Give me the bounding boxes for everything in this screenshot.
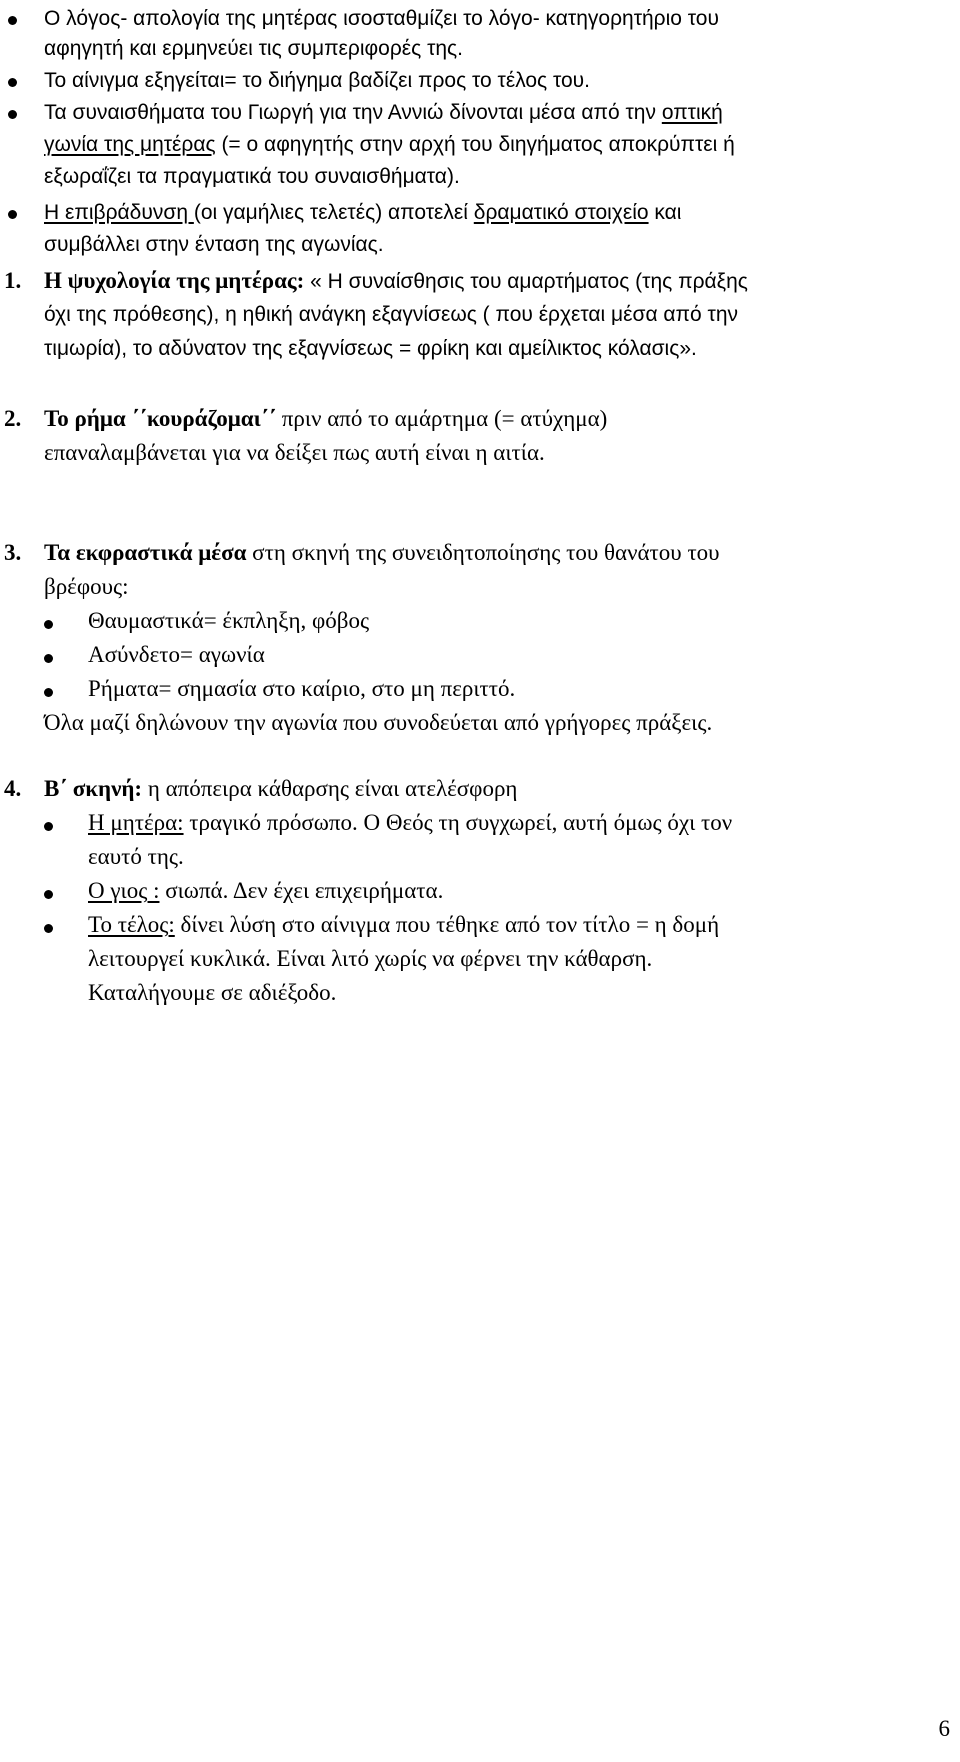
text: Τα συναισθήματα του Γιωργή για την Αννιώ δίνονται μέσα από την — [44, 101, 662, 124]
intro-bullet-1-line-2: αφηγητή και ερμηνεύει τις συμπεριφορές της. — [44, 37, 464, 60]
underlined-text: οπτική — [661, 101, 723, 124]
section-1-line-1 — [44, 264, 748, 298]
section-3-summary: Όλα μαζί δηλώνουν την αγωνία που συνοδεύεται από γρήγορες πράξεις. — [44, 710, 713, 735]
bullet-dot — [8, 210, 17, 219]
section-4-line-1 — [44, 772, 517, 805]
intro-bullet-4-line-2: συμβάλλει στην ένταση της αγωνίας. — [44, 233, 384, 256]
underlined-text: Η μητέρα: — [88, 810, 184, 835]
section-3-line-1 — [44, 536, 720, 569]
intro-bullet-3-line-2 — [44, 128, 735, 161]
bullet-dot — [8, 16, 17, 25]
intro-bullet-1-line-1: Ο λόγος- απολογία της μητέρας ισοσταθμίζει το λόγο- κατηγορητήριο του — [44, 7, 719, 30]
bullet-dot — [44, 822, 53, 831]
section-4-bullet-3-line-1 — [88, 908, 719, 941]
text: δίνει λύση στο αίνιγμα που τέθηκε από τον τίτλο = η δομή — [174, 912, 720, 937]
section-4-bullet-3-line-3: Καταλήγουμε σε αδιέξοδο. — [88, 980, 337, 1005]
underlined-text: Ο γιος : — [88, 878, 160, 903]
bullet-dot — [8, 78, 17, 87]
text: και — [648, 201, 682, 224]
underlined-text: δραματικό στοιχείο — [473, 201, 649, 224]
section-1-line-2: όχι της πρόθεσης), η ηθική ανάγκη εξαγνίσεως ( που έρχεται μέσα από την — [44, 303, 739, 326]
section-3-bullet-1: Θαυμαστικά= έκπληξη, φόβος — [88, 608, 370, 633]
underlined-text: Το τέλος: — [88, 912, 175, 937]
bullet-dot — [44, 620, 53, 629]
bullet-dot — [44, 890, 53, 899]
intro-bullet-4-line-1 — [44, 196, 681, 229]
bullet-dot — [44, 654, 53, 663]
section-1-number: 1. — [4, 268, 22, 293]
section-4-bullet-1-line-1 — [88, 806, 732, 839]
section-3-heading: Τα εκφραστικά μέσα — [44, 540, 247, 565]
bullet-dot — [8, 110, 17, 119]
underlined-text: Η επιβράδυνση — [44, 201, 194, 224]
section-2-line-1 — [44, 402, 607, 435]
section-3-line-2: βρέφους: — [44, 574, 129, 599]
section-1-line-3: τιμωρία), το αδύνατον της εξαγνίσεως = φρίκη και αμείλικτος κόλασις». — [44, 337, 697, 360]
text: τραγικό πρόσωπο. Ο Θεός τη συγχωρεί, αυτή όμως όχι τον — [183, 810, 733, 835]
section-3-number: 3. — [4, 540, 22, 565]
bullet-dot — [44, 924, 53, 933]
section-1-heading: Η ψυχολογία της μητέρας: — [44, 268, 305, 293]
text: σιωπά. Δεν έχει επιχειρήματα. — [159, 878, 444, 903]
underlined-text: γωνία της μητέρας — [44, 133, 216, 156]
section-4-bullet-1-line-2: εαυτό της. — [88, 844, 184, 869]
intro-bullet-2: Το αίνιγμα εξηγείται= το διήγημα βαδίζει προς το τέλος του. — [44, 69, 590, 92]
section-3-bullet-2: Ασύνδετο= αγωνία — [88, 642, 265, 667]
section-2-heading: Το ρήμα ΄΄κουράζομαι΄΄ — [44, 406, 277, 431]
intro-bullet-3-line-3: εξωραΐζει τα πραγματικά του συναισθήματα). — [44, 165, 460, 188]
text: πριν από το αμάρτημα (= ατύχημα) — [276, 406, 608, 431]
text: η απόπειρα κάθαρσης είναι ατελέσφορη — [142, 776, 518, 801]
text: (= ο αφηγητής στην αρχή του διηγήματος αποκρύπτει ή — [215, 133, 735, 156]
section-3-bullet-3: Ρήματα= σημασία στο καίριο, στο μη περιττό. — [88, 676, 516, 701]
bullet-dot — [44, 688, 53, 697]
section-4-heading: Β΄ σκηνή: — [44, 776, 143, 801]
section-4-bullet-2 — [88, 874, 443, 907]
section-2-line-2: επαναλαμβάνεται για να δείξει πως αυτή είναι η αιτία. — [44, 440, 545, 465]
page-number: 6 — [938, 1716, 950, 1741]
text: (οι γαμήλιες τελετές) αποτελεί — [193, 201, 474, 224]
section-4-number: 4. — [4, 776, 22, 801]
section-2-number: 2. — [4, 406, 22, 431]
text: « Η συναίσθησις του αμαρτήματος (της πράξης — [304, 270, 748, 293]
intro-bullet-3-line-1 — [44, 96, 723, 129]
text: στη σκηνή της συνειδητοποίησης του θανάτου του — [246, 540, 720, 565]
section-4-bullet-3-line-2: λειτουργεί κυκλικά. Είναι λιτό χωρίς να φέρνει την κάθαρση. — [88, 946, 653, 971]
